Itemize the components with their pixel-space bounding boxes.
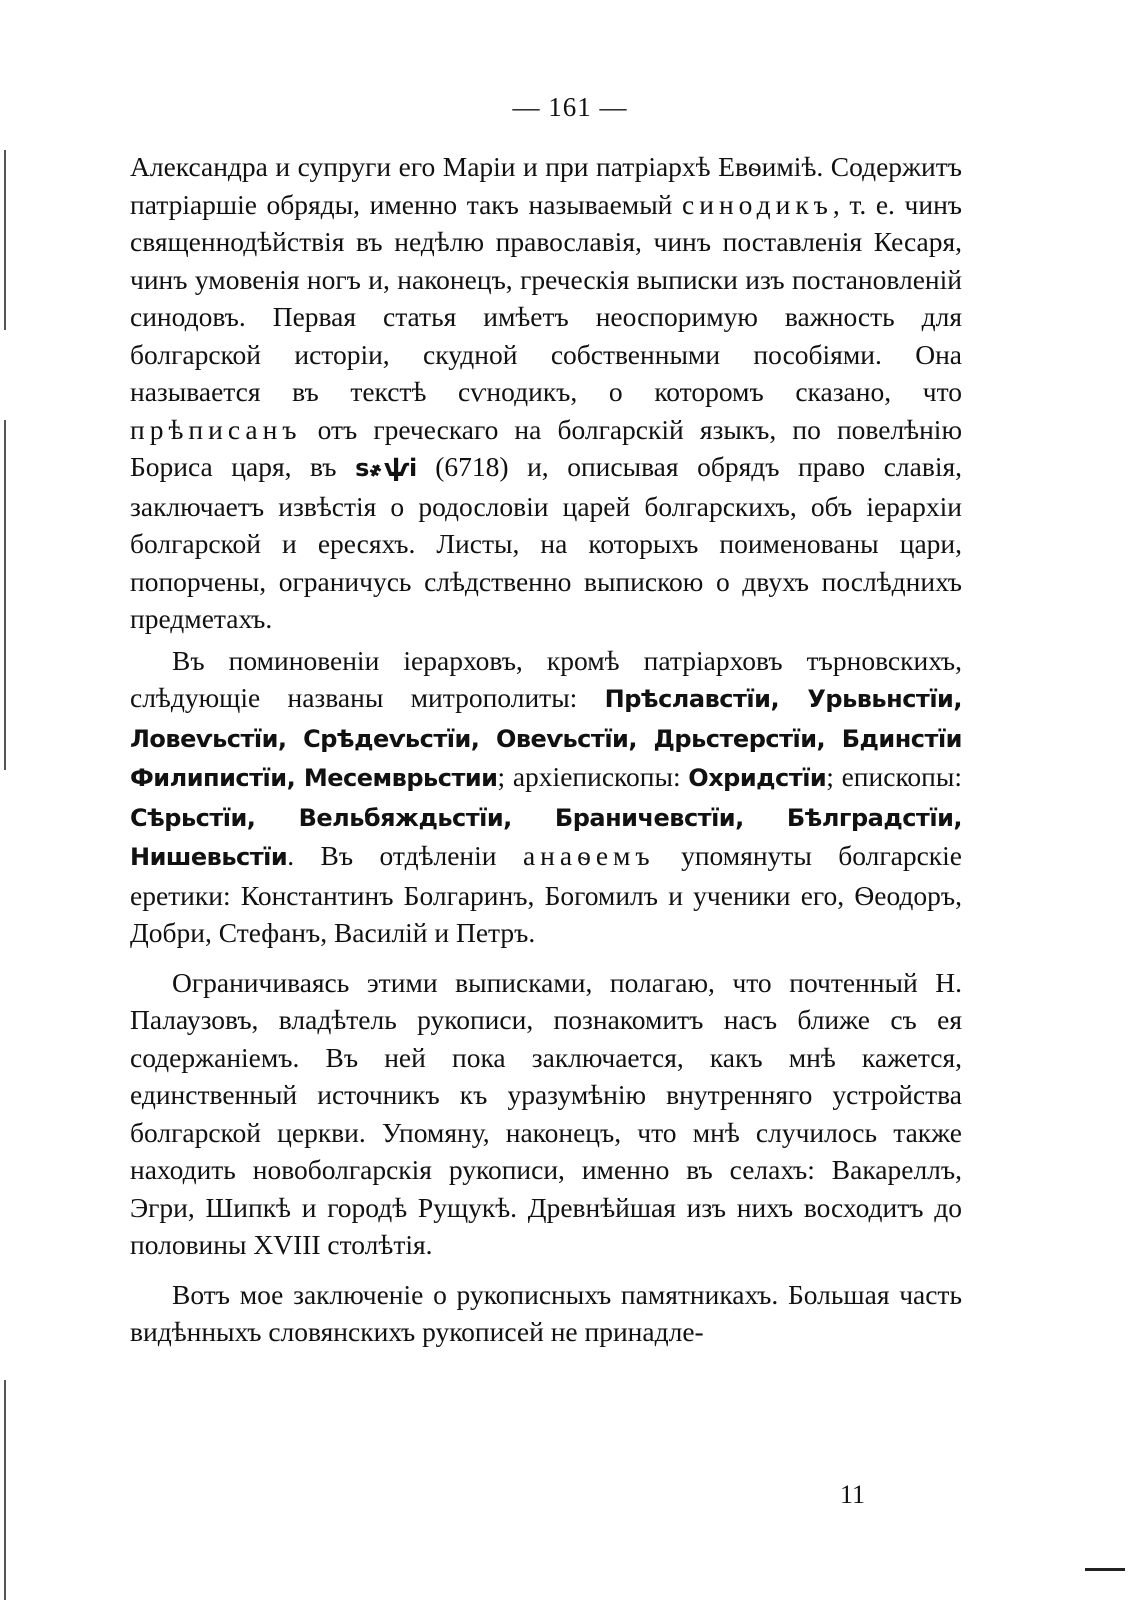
printer-signature-mark: 11 bbox=[840, 1480, 866, 1509]
scan-edge-mark bbox=[1085, 1568, 1125, 1571]
page-body bbox=[130, 148, 962, 1351]
scan-margin-line bbox=[4, 420, 6, 770]
scan-margin-line bbox=[4, 150, 6, 330]
paragraph-2 bbox=[130, 642, 962, 952]
paragraph-1-text-d: (6718) и, описывая обрядъ право славія, заключаетъ извѣстія о родословіи царей болгарскихъ, объ іерархіи болгарской и ересяхъ. Листы, на которыхъ поименованы цари, попорчены, ограничусь слѣдственно выпискою о двухъ послѣднихъ предметахъ. bbox=[130, 451, 962, 634]
spaced-term-anathema: анаѳемъ bbox=[522, 840, 655, 871]
bishops-list: Сѣрьстїи, Вельбяждьстїи, Браничевстїи, Бѣлградстїи, Нишевьстїи bbox=[130, 803, 962, 871]
paragraph-1-text-c: отъ греческаго на болгарскій языкъ, по повелѣнію Бориса царя, въ bbox=[130, 413, 962, 482]
anathema-pre: . Въ отдѣленіи bbox=[287, 840, 523, 871]
archbishops-list: Охридстїи bbox=[688, 764, 827, 792]
anathema-post: упомянуты болгарскіе еретики: Константинъ Болгаринъ, Богомилъ и ученики его, Ѳеодоръ, Добри, Стефанъ, Василій и Петръ. bbox=[130, 840, 962, 948]
page-number: — 161 — bbox=[512, 92, 628, 122]
paragraph-1-text-b: , т. е. чинъ священнодѣйствія въ недѣлю православія, чинъ поставленія Кесаря, чинъ умовенія ногъ и, наконецъ, греческія выписки изъ постановленій синодовъ. Первая статья имѣетъ неоспоримую важность для болгарской исторіи, скудной собственными пособіями. Она называется въ текстѣ сѵнодикъ, о которомъ сказано, что bbox=[130, 188, 962, 407]
spaced-term-synodik: синодикъ bbox=[682, 188, 833, 220]
paragraph-4: Вотъ мое заключеніе о рукописныхъ памятникахъ. Большая часть видѣнныхъ словянскихъ рукописей не принадле- bbox=[130, 1278, 962, 1347]
paragraph-3: Ограничиваясь этими выписками, полагаю, что почтенный Н. Палаузовъ, владѣтель рукописи, познакомитъ насъ ближе съ ея содержаніемъ. Въ ней пока заключается, какъ мнѣ кажется, единственный источникъ къ уразумѣнію внутренняго устройства болгарской церкви. Упомяну, наконецъ, что мнѣ случилось также находить новоболгарскія рукописи, именно въ селахъ: Вакареллъ, Эгри, Шипкѣ и городѣ Рущукѣ. Древнѣйшая изъ нихъ восходитъ до половины XVIII столѣтія. bbox=[130, 966, 962, 1260]
paragraph-2-intro: Въ поминовеніи іерарховъ, кромѣ патріарховъ търновскихъ, слѣдующіе названы митрополиты: bbox=[130, 644, 962, 713]
archbishops-label: ; архіепископы: bbox=[497, 761, 689, 792]
slavonic-date-numeral: ѕ҂ѱі bbox=[355, 454, 417, 482]
scan-margin-line bbox=[4, 1380, 6, 1600]
spaced-term-prepisan: прѣписанъ bbox=[130, 413, 302, 445]
bishops-label: ; епископы: bbox=[826, 761, 962, 792]
metropolitans-list: Прѣславстїи, Урьвьнстїи, Ловеѵьстїи, Срѣдеѵьстїи, Овеѵьстїи, Дрьстерстїи, Бдинстїи Филипистїи, Месемврьстии bbox=[130, 685, 962, 792]
paragraph-1-text-a: Александра и супруги его Маріи и при патріархѣ Евѳиміѣ. Содержитъ патріаршіе обряды, именно такъ называемый bbox=[130, 151, 962, 220]
paragraph-1 bbox=[130, 148, 962, 638]
